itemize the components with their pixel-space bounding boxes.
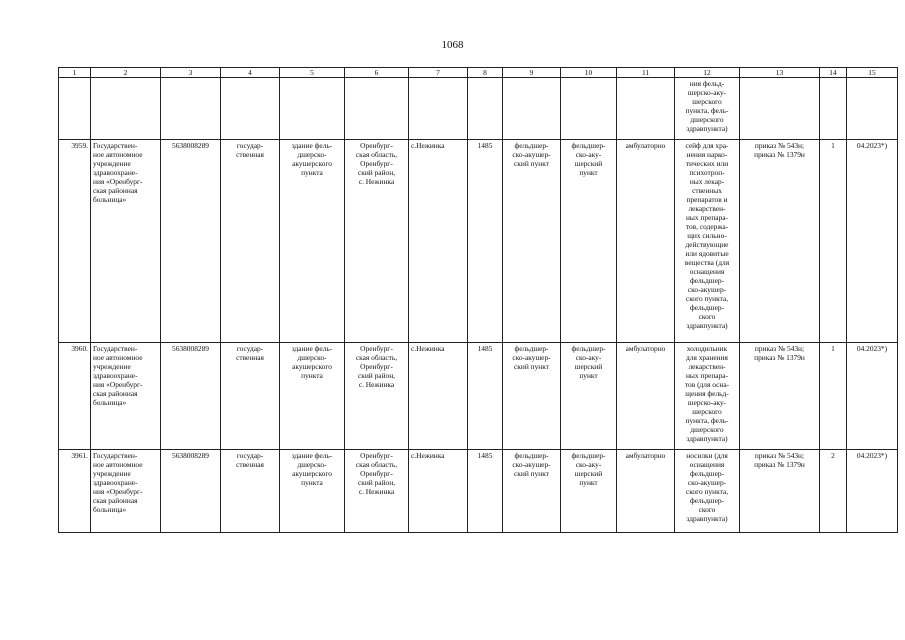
population-cell: 1485	[468, 450, 503, 533]
settlement-cell: с.Нежинка	[409, 450, 468, 533]
table-cell	[280, 78, 345, 140]
table-row	[59, 450, 898, 533]
care-form-cell: амбулаторно	[617, 140, 675, 343]
care-form-cell: амбулаторно	[617, 343, 675, 450]
column-header: 3	[161, 68, 221, 78]
column-number-row	[59, 68, 898, 78]
quantity-cell: 1	[820, 343, 847, 450]
column-header: 7	[409, 68, 468, 78]
column-header: 1	[59, 68, 91, 78]
inn-cell: 5638008289	[161, 450, 221, 533]
ownership-cell: государ- ственная	[221, 140, 280, 343]
table-cell	[161, 78, 221, 140]
building-cell: здание фель- дшерско- акушерского пункта	[280, 343, 345, 450]
quantity-cell: 1	[820, 140, 847, 343]
population-cell: 1485	[468, 343, 503, 450]
equipment-cell: сейф для хра- нения нарко- тических или психотроп- ных лекар- ственных препаратов и лекарствен- ных препара- тов, содержа- щих сильно- действующие или ядовитые вещества (для оснащения фельдшер- ско-акушер- ского пункта, фельдшер- ского здравпункта)	[675, 140, 740, 343]
address-cell: Оренбург- ская область, Оренбург- ский район, с. Нежинка	[345, 140, 409, 343]
unit-type-cell: фельдшер- ско-акушер- ский пункт	[503, 140, 561, 343]
table-row	[59, 140, 898, 343]
organization-name: Государствен- ное автономное учреждение здравоохране- ния «Оренбург- ская районная больница»	[91, 140, 161, 343]
column-header: 2	[91, 68, 161, 78]
column-header: 9	[503, 68, 561, 78]
table-cell	[820, 78, 847, 140]
inn-cell: 5638008289	[161, 343, 221, 450]
organization-name: Государствен- ное автономное учреждение здравоохране- ния «Оренбург- ская районная больница»	[91, 343, 161, 450]
column-header: 11	[617, 68, 675, 78]
unit-name-cell: фельдшер- ско-аку- шерский пункт	[561, 450, 617, 533]
organization-name: Государствен- ное автономное учреждение здравоохране- ния «Оренбург- ская районная больница»	[91, 450, 161, 533]
ownership-cell: государ- ственная	[221, 343, 280, 450]
order-cell: приказ № 543н; приказ № 1379н	[740, 343, 820, 450]
unit-type-cell: фельдшер- ско-акушер- ский пункт	[503, 450, 561, 533]
table-cell	[847, 78, 898, 140]
registry-table	[58, 67, 898, 533]
table-cell	[345, 78, 409, 140]
column-header: 4	[221, 68, 280, 78]
column-header: 8	[468, 68, 503, 78]
table-cell	[409, 78, 468, 140]
equipment-cell: носилки (для оснащения фельдшер- ско-акушер- ского пункта, фельдшер- ского здравпункта)	[675, 450, 740, 533]
table-cell	[221, 78, 280, 140]
settlement-cell: с.Нежинка	[409, 140, 468, 343]
page-number: 1068	[441, 39, 464, 51]
column-header: 5	[280, 68, 345, 78]
table-cell	[561, 78, 617, 140]
column-header: 13	[740, 68, 820, 78]
unit-type-cell: фельдшер- ско-акушер- ский пункт	[503, 343, 561, 450]
unit-name-cell: фельдшер- ско-аку- шерский пункт	[561, 343, 617, 450]
row-number: 3960.	[59, 343, 91, 450]
column-header: 10	[561, 68, 617, 78]
equipment-cell: холодильник для хранения лекарствен- ных препара- тов (для осна- щения фельд- шерско-аку- шерского пункта, фель- дшерского здравпункта)	[675, 343, 740, 450]
table-cell	[468, 78, 503, 140]
address-cell: Оренбург- ская область, Оренбург- ский район, с. Нежинка	[345, 343, 409, 450]
column-header: 6	[345, 68, 409, 78]
table-cell	[740, 78, 820, 140]
building-cell: здание фель- дшерско- акушерского пункта	[280, 140, 345, 343]
address-cell: Оренбург- ская область, Оренбург- ский район, с. Нежинка	[345, 450, 409, 533]
order-cell: приказ № 543н; приказ № 1379н	[740, 140, 820, 343]
care-form-cell: амбулаторно	[617, 450, 675, 533]
table-row	[59, 343, 898, 450]
equipment-cell: ния фельд- шерско-аку- шерского пункта, фель- дшерского здравпункта)	[675, 78, 740, 140]
date-cell: 04.2023*)	[847, 343, 898, 450]
date-cell: 04.2023*)	[847, 450, 898, 533]
table-cell	[617, 78, 675, 140]
row-number: 3961.	[59, 450, 91, 533]
settlement-cell: с.Нежинка	[409, 343, 468, 450]
column-header: 15	[847, 68, 898, 78]
quantity-cell: 2	[820, 450, 847, 533]
table-cell	[59, 78, 91, 140]
ownership-cell: государ- ственная	[221, 450, 280, 533]
column-header: 14	[820, 68, 847, 78]
table-cell	[91, 78, 161, 140]
column-header: 12	[675, 68, 740, 78]
unit-name-cell: фельдшер- ско-аку- шерский пункт	[561, 140, 617, 343]
order-cell: приказ № 543н; приказ № 1379н	[740, 450, 820, 533]
building-cell: здание фель- дшерско- акушерского пункта	[280, 450, 345, 533]
row-number: 3959.	[59, 140, 91, 343]
date-cell: 04.2023*)	[847, 140, 898, 343]
inn-cell: 5638008289	[161, 140, 221, 343]
continuation-row	[59, 78, 898, 140]
population-cell: 1485	[468, 140, 503, 343]
table-cell	[503, 78, 561, 140]
